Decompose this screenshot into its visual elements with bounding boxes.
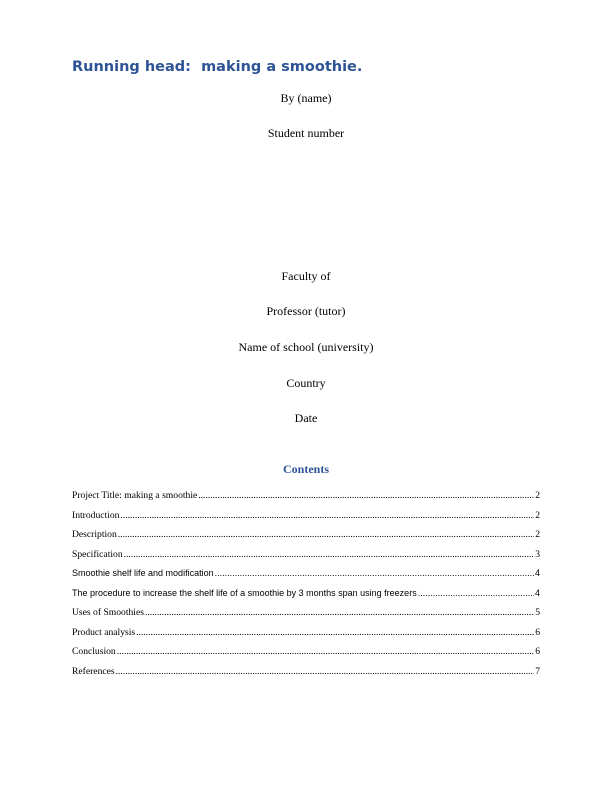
toc-entry-procedure[interactable] bbox=[72, 588, 540, 608]
toc-entry-specification[interactable] bbox=[72, 549, 540, 569]
toc-entry-introduction[interactable] bbox=[72, 510, 540, 530]
toc-entry-references[interactable] bbox=[72, 666, 540, 686]
toc-entry-title: Product analysis bbox=[72, 626, 136, 638]
toc-page-number: 7 bbox=[535, 665, 540, 677]
toc-entry-conclusion[interactable] bbox=[72, 646, 540, 666]
toc-entry-title: Project Title: making a smoothie bbox=[72, 490, 198, 501]
contents-heading: Contents bbox=[282, 462, 329, 476]
toc-entry-title: The procedure to increase the shelf life of a smoothie by 3 months span using freezers bbox=[72, 587, 417, 598]
toc-entry-title: Conclusion bbox=[72, 646, 116, 657]
toc-dot-leader bbox=[418, 588, 534, 598]
toc-page-number: 5 bbox=[535, 607, 540, 618]
toc-page-number: 3 bbox=[535, 548, 540, 560]
toc-page-number: 6 bbox=[535, 646, 540, 657]
toc-dot-leader bbox=[198, 490, 534, 501]
student-number: Student number bbox=[267, 126, 345, 140]
toc-entry-uses[interactable] bbox=[72, 607, 540, 627]
toc-entry-shelf-life[interactable] bbox=[72, 568, 540, 588]
toc-entry-title: Introduction bbox=[72, 509, 120, 521]
professor-line: Professor (tutor) bbox=[266, 304, 346, 318]
toc-page-number: 4 bbox=[534, 568, 540, 578]
toc-entry-project-title[interactable] bbox=[72, 490, 540, 510]
toc-page-number: 2 bbox=[535, 490, 540, 501]
toc-dot-leader bbox=[136, 627, 534, 638]
toc-dot-leader bbox=[215, 568, 534, 578]
toc-entry-title: Specification bbox=[72, 548, 123, 560]
toc-entry-product-analysis[interactable] bbox=[72, 627, 540, 647]
toc-entry-title: Description bbox=[72, 529, 117, 540]
running-head: Running head: making a smoothie. bbox=[72, 59, 363, 75]
table-of-contents bbox=[72, 490, 540, 685]
toc-dot-leader bbox=[120, 510, 534, 521]
author-name: By (name) bbox=[280, 91, 332, 105]
country-line: Country bbox=[286, 376, 326, 390]
toc-dot-leader bbox=[118, 529, 534, 540]
toc-entry-description[interactable] bbox=[72, 529, 540, 549]
school-line: Name of school (university) bbox=[238, 340, 374, 354]
toc-page-number: 6 bbox=[535, 626, 540, 638]
toc-dot-leader bbox=[145, 607, 534, 618]
toc-entry-title: Uses of Smoothies bbox=[72, 607, 144, 618]
toc-page-number: 4 bbox=[534, 587, 540, 598]
toc-page-number: 2 bbox=[535, 529, 540, 540]
toc-dot-leader bbox=[116, 666, 535, 677]
toc-entry-title: References bbox=[72, 665, 115, 677]
date-line: Date bbox=[294, 411, 318, 425]
toc-page-number: 2 bbox=[535, 509, 540, 521]
toc-dot-leader bbox=[124, 549, 535, 560]
toc-entry-title: Smoothie shelf life and modification bbox=[72, 568, 214, 578]
toc-dot-leader bbox=[117, 646, 534, 657]
faculty-line: Faculty of bbox=[281, 269, 331, 283]
